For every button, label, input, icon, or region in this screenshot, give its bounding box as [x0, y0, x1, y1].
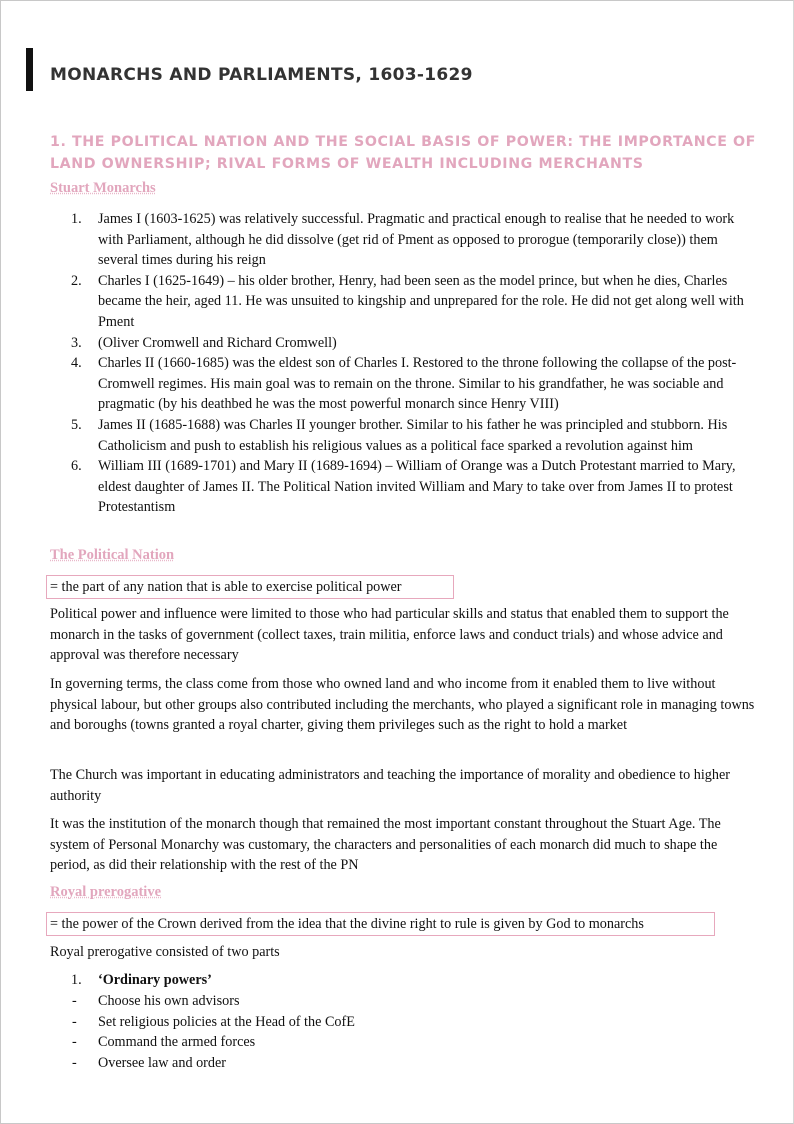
- stuart-monarchs-heading: Stuart Monarchs: [50, 180, 156, 196]
- bullet-dash: -: [72, 1014, 77, 1030]
- list-item-text: James I (1603-1625) was relatively successful. Pragmatic and practical enough to realise that he needed to work with Parliament, although he did dissolve (get rid of Pment as opposed to prorogue (temporarily close)) them several times during his reign: [98, 211, 735, 269]
- list-item-text: James II (1685-1688) was Charles II younger brother. Similar to his father he was principled and stubborn. His Catholicism and push to establish his religious values as a political face sparked a revolution against him: [98, 416, 728, 454]
- royal-prerogative-definition: = the power of the Crown derived from the idea that the divine right to rule is given by God to monarchs: [46, 912, 715, 936]
- list-item-number: 3.: [71, 334, 82, 351]
- list-item-text: Charles I (1625-1649) – his older brother, Henry, had been seen as the model prince, but when he dies, Charles became the heir, aged 11. He was unsuited to kingship and unprepared for the role. He did not get along well with Pment: [98, 272, 744, 330]
- section-heading: 1. THE POLITICAL NATION AND THE SOCIAL BASIS OF POWER: THE IMPORTANCE OF LAND OWNERSHIP; RIVAL FORMS OF WEALTH INCLUDING MERCHANTS: [50, 134, 756, 172]
- political-nation-paragraph-1: Political power and influence were limited to those who had particular skills and status that enabled them to support the monarch in the tasks of government (collect taxes, train militia, enforce laws and conduct trials) and whose advice and approval was therefore necessary: [50, 606, 729, 664]
- royal-prerogative-intro: Royal prerogative consisted of two parts: [50, 944, 280, 960]
- bullet-text: Choose his own advisors: [98, 993, 240, 1009]
- list-item: [50, 209, 760, 271]
- bullet-text: Command the armed forces: [98, 1034, 256, 1050]
- list-item: [50, 271, 760, 333]
- list-item-number: 2.: [71, 272, 82, 289]
- page-title: MONARCHS AND PARLIAMENTS, 1603-1629: [50, 65, 473, 85]
- list-item: [50, 333, 760, 354]
- stuart-monarchs-list: [50, 209, 760, 518]
- bullet-text: Oversee law and order: [98, 1055, 227, 1071]
- royal-prerogative-heading: Royal prerogative: [50, 884, 162, 900]
- bullet-dash: -: [72, 1034, 77, 1050]
- list-item-text: William III (1689-1701) and Mary II (1689-1694) – William of Orange was a Dutch Protestant married to Mary, eldest daughter of James II. The Political Nation invited William and Mary to take over from James II to protest Protestantism: [98, 458, 736, 516]
- list-item: [50, 456, 760, 518]
- list-item-text: Charles II (1660-1685) was the eldest son of Charles I. Restored to the throne following the collapse of the post-Cromwell regimes. His main goal was to remain on the throne. Similar to his grandfather, he was sociable and pragmatic (by his deathbed he was the most powerful monarch since Henry VIII): [98, 355, 737, 413]
- bullet-text: Set religious policies at the Head of the CofE: [98, 1014, 355, 1030]
- political-nation-paragraph-3: The Church was important in educating administrators and teaching the importance of morality and obedience to higher authority: [50, 767, 731, 804]
- political-nation-paragraph-4: It was the institution of the monarch though that remained the most important constant throughout the Stuart Age. The system of Personal Monarchy was customary, the characters and personalities of each monarch did much to shape the period, as did their relationship with the rest of the PN: [50, 816, 721, 874]
- list-item-number: 6.: [71, 458, 82, 475]
- bullet-dash: -: [72, 1055, 77, 1071]
- political-nation-definition: = the part of any nation that is able to exercise political power: [46, 575, 454, 599]
- title-marker-bar: [26, 48, 33, 91]
- list-item-number: 5.: [71, 416, 82, 433]
- list-item-number: 1.: [71, 211, 82, 227]
- list-item-number: 1.: [71, 972, 82, 988]
- list-item: [50, 353, 760, 415]
- list-item: [50, 415, 760, 456]
- political-nation-heading: The Political Nation: [50, 547, 175, 563]
- political-nation-paragraph-2: In governing terms, the class come from those who owned land and who income from it enabled them to live without physical labour, but other groups also contributed including the merchants, who played a significant role in managing towns and boroughs (towns granted a royal charter, giving them privileges such as the right to hold a market: [50, 676, 755, 734]
- list-item-text: (Oliver Cromwell and Richard Cromwell): [98, 334, 337, 351]
- list-item-number: 4.: [71, 355, 82, 372]
- ordinary-powers-title: ‘Ordinary powers’: [98, 972, 212, 988]
- bullet-dash: -: [72, 993, 77, 1009]
